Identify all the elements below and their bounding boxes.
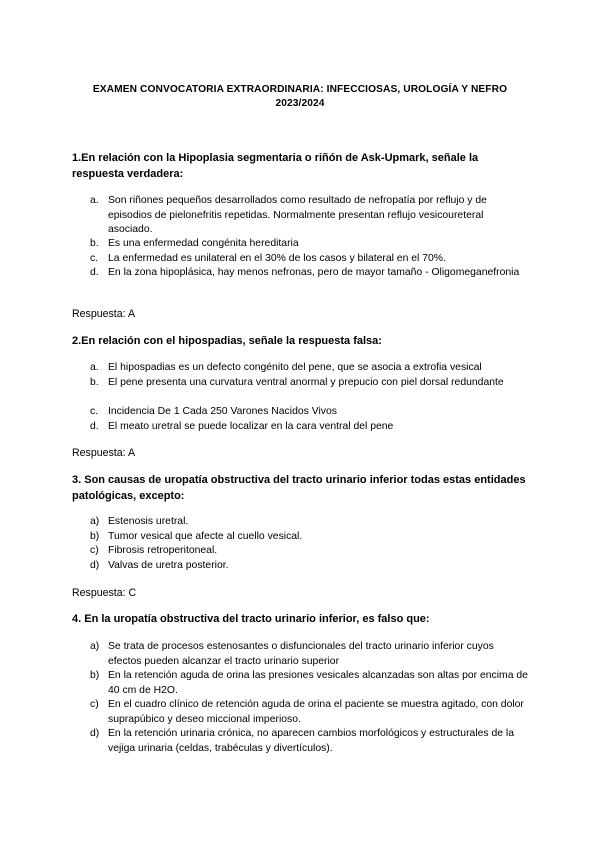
option-text: El pene presenta una curvatura ventral anormal y prepucio con piel dorsal redundante [108, 377, 504, 388]
question-3-answer: Respuesta: C [72, 587, 137, 599]
option-text: En la zona hipoplásica, hay menos nefronas, pero de mayor tamaño - Oligomeganefronia [108, 267, 520, 278]
option-text: Fibrosis retroperitoneal. [108, 545, 218, 556]
question-1-answer: Respuesta: A [72, 308, 136, 320]
exam-year: 2023/2024 [275, 98, 325, 109]
question-2-option-c [90, 405, 530, 420]
option-text: Tumor vesical que afecte al cuello vesical. [108, 531, 303, 542]
option-marker: d) [90, 728, 100, 739]
question-2-option-a [90, 361, 530, 376]
option-marker: c) [90, 699, 99, 710]
question-1-option-a [90, 194, 530, 238]
option-marker: c. [90, 406, 99, 417]
question-2-option-d [90, 420, 530, 435]
option-marker: d) [90, 560, 100, 571]
option-text: Valvas de uretra posterior. [108, 560, 229, 571]
option-marker: d. [90, 421, 99, 432]
option-text: Se trata de procesos estenosantes o disfuncionales del tracto urinario inferior cuyos efectos pueden alcanzar el tracto urinario superior [108, 641, 494, 667]
option-text: Incidencia De 1 Cada 250 Varones Nacidos Vivos [108, 406, 337, 417]
question-3-option-a [90, 515, 530, 530]
question-4-option-d [90, 727, 530, 756]
question-4-option-c [90, 698, 530, 727]
question-2: 2.En relación con el hipospadias, señale la respuesta falsa: [72, 335, 382, 347]
option-marker: a) [90, 516, 100, 527]
option-text: Es una enfermedad congénita hereditaria [108, 238, 299, 249]
option-text: En la retención aguda de orina las presiones vesicales alcanzadas son altas por encima de 40 cm de H2O. [108, 670, 528, 696]
option-marker: b) [90, 670, 100, 681]
option-marker: a. [90, 195, 99, 206]
question-1-option-b [90, 237, 530, 252]
option-text: En la retención urinaria crónica, no aparecen cambios morfológicos y estructurales de la vejiga urinaria (celdas, trabéculas y divertículos). [108, 728, 515, 754]
question-3-option-d [90, 559, 530, 574]
option-marker: a) [90, 641, 100, 652]
option-marker: b. [90, 238, 99, 249]
question-3: 3. Son causas de uropatía obstructiva del tracto urinario inferior todas estas entidades patológicas, excepto: [72, 474, 526, 502]
option-text: Son riñones pequeños desarrollados como resultado de nefropatía por reflujo y de episodios de pielonefritis repetidas. Normalmente presentan reflujo vesicoureteral asociado. [108, 195, 487, 235]
exam-title: EXAMEN CONVOCATORIA EXTRAORDINARIA: INFECCIOSAS, UROLOGÍA Y NEFRO [92, 84, 508, 95]
option-marker: b) [90, 531, 100, 542]
question-3-option-b [90, 530, 530, 545]
question-4-option-a [90, 640, 530, 669]
question-1-option-d [90, 266, 530, 281]
option-text: El meato uretral se puede localizar en la cara ventral del pene [108, 421, 394, 432]
option-marker: c) [90, 545, 99, 556]
question-2-answer: Respuesta: A [72, 447, 136, 459]
question-4-option-b [90, 669, 530, 698]
option-text: En el cuadro clínico de retención aguda de orina el paciente se muestra agitado, con dolor suprapúbico y deseo miccional imperioso. [108, 699, 524, 725]
option-text: El hipospadias es un defecto congénito del pene, que se asocia a extrofia vesical [108, 362, 482, 373]
question-1-option-c [90, 252, 530, 267]
option-text: Estenosis uretral. [108, 516, 189, 527]
question-1: 1.En relación con la Hipoplasia segmentaria o riñón de Ask-Upmark, señale la respuesta verdadera: [72, 152, 479, 180]
option-marker: c. [90, 253, 99, 264]
question-3-option-c [90, 544, 530, 559]
option-text: La enfermedad es unilateral en el 30% de los casos y bilateral en el 70%. [108, 253, 446, 264]
option-marker: b. [90, 377, 99, 388]
question-4: 4. En la uropatía obstructiva del tracto urinario inferior, es falso que: [72, 613, 430, 625]
option-marker: a. [90, 362, 99, 373]
option-marker: d. [90, 267, 99, 278]
question-2-option-b [90, 376, 530, 391]
